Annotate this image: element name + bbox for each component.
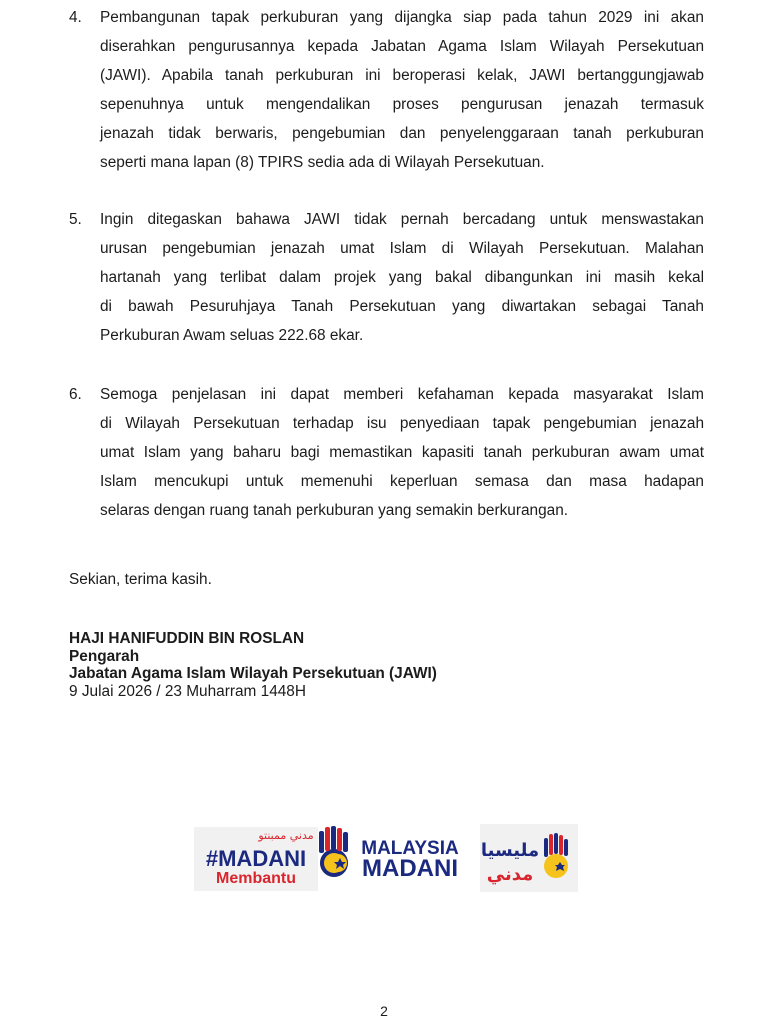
paragraph-line: (JAWI). Apabila tanah perkuburan ini beroperasi kelak, JAWI bertanggungjawab [100, 67, 704, 84]
malaysia-madani-logo [319, 826, 459, 882]
paragraph-line: Perkuburan Awam seluas 222.68 ekar. [100, 327, 364, 344]
madani-text: MADANI [362, 855, 458, 882]
paragraph-line: seperti mana lapan (8) TPIRS sedia ada di Wilayah Persekutuan. [100, 154, 545, 171]
paragraph-line: diserahkan pengurusannya kepada Jabatan Agama Islam Wilayah Persekutuan [100, 38, 704, 55]
paragraph-line: Ingin ditegaskan bahawa JAWI tidak pernah bercadang untuk menswastakan [100, 211, 704, 228]
logo-strip [194, 824, 584, 894]
jawi-madani-logo [480, 824, 578, 892]
madani-membantu-logo [194, 827, 318, 891]
page-number: 2 [380, 1003, 388, 1019]
paragraph-line: Islam mencukupi untuk memenuhi keperluan semasa dan masa hadapan [100, 473, 704, 490]
paragraph-line: urusan pengebumian jenazah umat Islam di Wilayah Persekutuan. Malahan [100, 240, 704, 257]
madani-hashtag: #MADANI [205, 846, 307, 871]
paragraph-line: hartanah yang terlibat dalam projek yang bakal dibangunkan ini masih kekal [100, 269, 704, 286]
paragraph-line: di bawah Pesuruhjaya Tanah Persekutuan yang diwartakan sebagai Tanah [100, 298, 704, 315]
paragraph-line: sepenuhnya untuk mengendalikan proses pengurusan jenazah termasuk [100, 96, 704, 113]
paragraph-number: 5. [69, 211, 82, 228]
signatory-department: Jabatan Agama Islam Wilayah Persekutuan (JAWI) [69, 665, 437, 683]
jawi-line-1: مليسيا [480, 840, 540, 861]
jawi-line-2: مدني [486, 864, 534, 885]
logo-strip-graphic [194, 824, 584, 894]
malaysia-text: MALAYSIA [361, 838, 459, 859]
paragraph-line: di Wilayah Persekutuan terhadap isu penyediaan tapak pengebumian jenazah [100, 415, 704, 432]
signature-date: 9 Julai 2026 / 23 Muharram 1448H [69, 682, 306, 700]
paragraph-number: 6. [69, 386, 82, 403]
signatory-name: HAJI HANIFUDDIN BIN ROSLAN [69, 630, 305, 647]
hand-emblem-icon [319, 826, 348, 877]
paragraph-line: selaras dengan ruang tanah perkuburan yang semakin berkurangan. [100, 502, 569, 519]
paragraph-line: umat Islam yang baharu bagi memastikan kapasiti tanah perkuburan awam umat [100, 444, 704, 461]
signatory-title: Pengarah [69, 647, 140, 665]
membantu-text: Membantu [216, 870, 296, 887]
madani-membantu-arabic: مدني ممبنتو [258, 829, 314, 842]
paragraph-number: 4. [69, 9, 82, 26]
paragraph-line: Pembangunan tapak perkuburan yang dijangka siap pada tahun 2029 ini akan [100, 9, 704, 26]
signature-block [69, 630, 437, 700]
paragraph-line: jenazah tidak berwaris, pengebumian dan penyelenggaraan tanah perkuburan [100, 125, 704, 142]
paragraph-line: Semoga penjelasan ini dapat memberi kefahaman kepada masyarakat Islam [100, 386, 704, 403]
closing-text: Sekian, terima kasih. [69, 571, 212, 588]
